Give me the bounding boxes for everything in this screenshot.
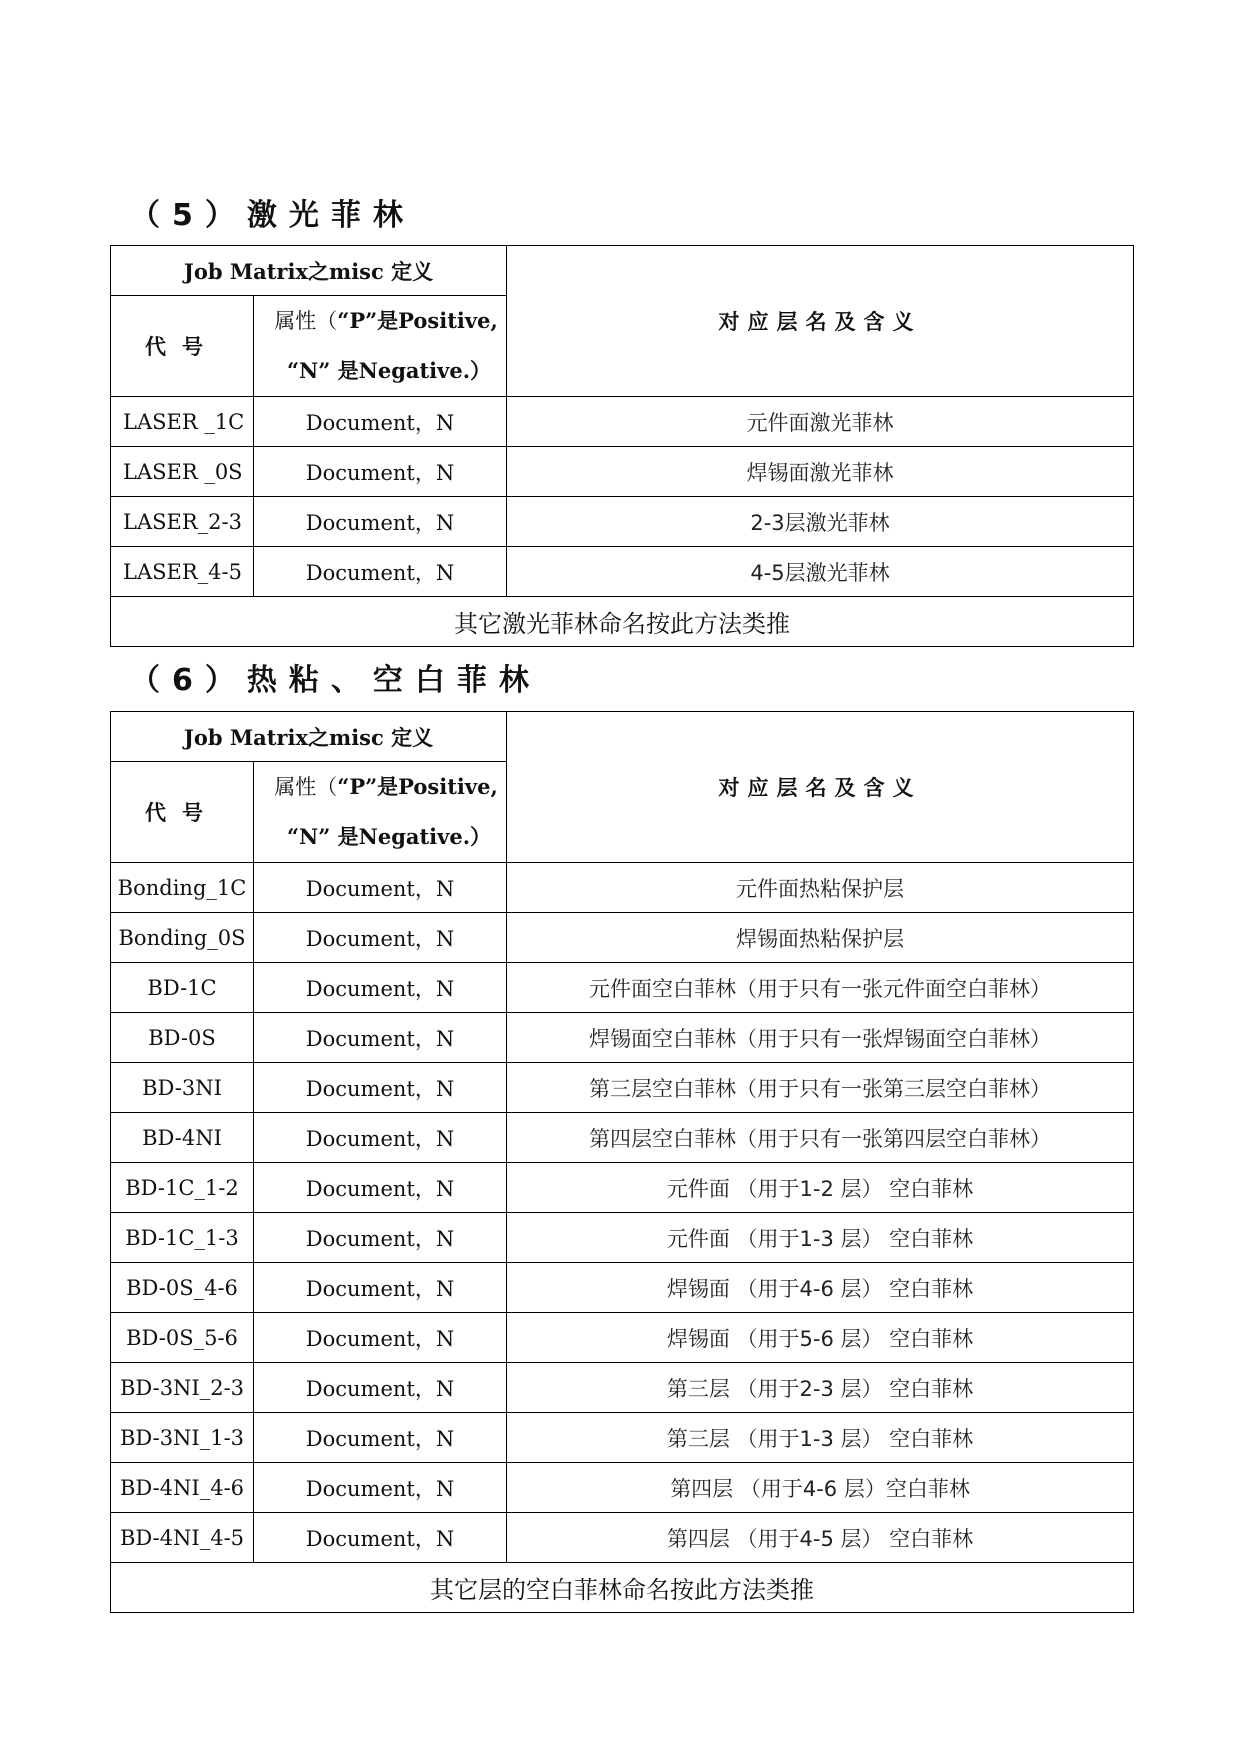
layer-code: Bonding_1C [111, 863, 254, 913]
attribute-header [254, 762, 507, 863]
layer-meaning: 焊锡面 （用于4-6 层） 空白菲林 [507, 1263, 1134, 1313]
table-row [111, 1363, 1134, 1413]
meaning-header: 对应层名及含义 [507, 246, 1134, 397]
layer-meaning: 第四层空白菲林（用于只有一张第四层空白菲林） [507, 1113, 1134, 1163]
table-row [111, 1113, 1134, 1163]
layer-meaning: 第四层 （用于4-6 层）空白菲林 [507, 1463, 1134, 1513]
layer-code: BD-0S_5-6 [111, 1313, 254, 1363]
table-row [111, 547, 1134, 597]
table-row [111, 1263, 1134, 1313]
layer-meaning: 第三层 （用于1-3 层） 空白菲林 [507, 1413, 1134, 1463]
code-header: 代号 [111, 296, 254, 397]
layer-attribute: Document，N [254, 1213, 507, 1263]
layer-attribute: Document，N [254, 963, 507, 1013]
section-5-heading: （5）激光菲林 [130, 198, 415, 233]
table-row [111, 1313, 1134, 1363]
layer-code: BD-4NI [111, 1113, 254, 1163]
layer-meaning: 第四层 （用于4-5 层） 空白菲林 [507, 1513, 1134, 1563]
layer-meaning: 焊锡面激光菲林 [507, 447, 1134, 497]
table-row [111, 497, 1134, 547]
layer-meaning: 焊锡面 （用于5-6 层） 空白菲林 [507, 1313, 1134, 1363]
layer-attribute: Document，N [254, 1063, 507, 1113]
layer-attribute: Document，N [254, 1013, 507, 1063]
layer-code: BD-4NI_4-6 [111, 1463, 254, 1513]
misc-definition-header: Job Matrix之misc 定义 [111, 246, 507, 296]
attribute-header-negative: “N” 是Negative.） [286, 358, 492, 383]
layer-attribute: Document，N [254, 1513, 507, 1563]
layer-meaning: 4-5层激光菲林 [507, 547, 1134, 597]
table-row [111, 963, 1134, 1013]
attribute-header-positive: “P”是Positive, [337, 774, 498, 799]
layer-code: BD-0S [111, 1013, 254, 1063]
layer-code: BD-1C_1-3 [111, 1213, 254, 1263]
bonding-blank-film-table [110, 711, 1134, 1613]
layer-attribute: Document，N [254, 1263, 507, 1313]
layer-meaning: 元件面空白菲林（用于只有一张元件面空白菲林） [507, 963, 1134, 1013]
layer-meaning: 元件面 （用于1-3 层） 空白菲林 [507, 1213, 1134, 1263]
layer-attribute: Document，N [254, 497, 507, 547]
layer-attribute: Document，N [254, 1463, 507, 1513]
layer-code: LASER_2-3 [111, 497, 254, 547]
layer-attribute: Document，N [254, 1363, 507, 1413]
table-row [111, 913, 1134, 963]
table-footnote: 其它激光菲林命名按此方法类推 [111, 597, 1134, 647]
attribute-header-negative: “N” 是Negative.） [286, 824, 492, 849]
table-row [111, 1213, 1134, 1263]
layer-attribute: Document，N [254, 913, 507, 963]
layer-code: LASER_4-5 [111, 547, 254, 597]
layer-attribute: Document，N [254, 397, 507, 447]
layer-meaning: 元件面热粘保护层 [507, 863, 1134, 913]
layer-meaning: 元件面 （用于1-2 层） 空白菲林 [507, 1163, 1134, 1213]
section-6-heading: （6）热粘、空白菲林 [130, 663, 541, 698]
layer-code: BD-0S_4-6 [111, 1263, 254, 1313]
layer-code: LASER _1C [111, 397, 254, 447]
table-row [111, 1013, 1134, 1063]
table-row [111, 1513, 1134, 1563]
layer-code: BD-3NI_2-3 [111, 1363, 254, 1413]
layer-attribute: Document，N [254, 1113, 507, 1163]
attribute-header-prefix: 属性（ [274, 309, 338, 333]
layer-code: BD-1C_1-2 [111, 1163, 254, 1213]
attribute-header-prefix: 属性（ [274, 775, 338, 799]
table-row [111, 1463, 1134, 1513]
attribute-header [254, 296, 507, 397]
layer-attribute: Document，N [254, 547, 507, 597]
layer-code: BD-1C [111, 963, 254, 1013]
code-header: 代号 [111, 762, 254, 863]
layer-meaning: 元件面激光菲林 [507, 397, 1134, 447]
layer-meaning: 第三层空白菲林（用于只有一张第三层空白菲林） [507, 1063, 1134, 1113]
layer-attribute: Document，N [254, 1313, 507, 1363]
layer-meaning: 焊锡面热粘保护层 [507, 913, 1134, 963]
attribute-header-positive: “P”是Positive, [337, 308, 498, 333]
laser-film-table [110, 245, 1134, 647]
layer-attribute: Document，N [254, 1163, 507, 1213]
layer-meaning: 焊锡面空白菲林（用于只有一张焊锡面空白菲林） [507, 1013, 1134, 1063]
meaning-header: 对应层名及含义 [507, 712, 1134, 863]
table-row [111, 863, 1134, 913]
layer-attribute: Document，N [254, 863, 507, 913]
layer-code: LASER _0S [111, 447, 254, 497]
layer-code: Bonding_0S [111, 913, 254, 963]
layer-code: BD-4NI_4-5 [111, 1513, 254, 1563]
layer-attribute: Document，N [254, 1413, 507, 1463]
layer-meaning: 2-3层激光菲林 [507, 497, 1134, 547]
table-row [111, 1163, 1134, 1213]
table-row [111, 447, 1134, 497]
layer-attribute: Document，N [254, 447, 507, 497]
layer-code: BD-3NI_1-3 [111, 1413, 254, 1463]
table-footnote: 其它层的空白菲林命名按此方法类推 [111, 1563, 1134, 1613]
table-row [111, 1063, 1134, 1113]
layer-meaning: 第三层 （用于2-3 层） 空白菲林 [507, 1363, 1134, 1413]
misc-definition-header: Job Matrix之misc 定义 [111, 712, 507, 762]
table-row [111, 397, 1134, 447]
table-row [111, 1413, 1134, 1463]
layer-code: BD-3NI [111, 1063, 254, 1113]
